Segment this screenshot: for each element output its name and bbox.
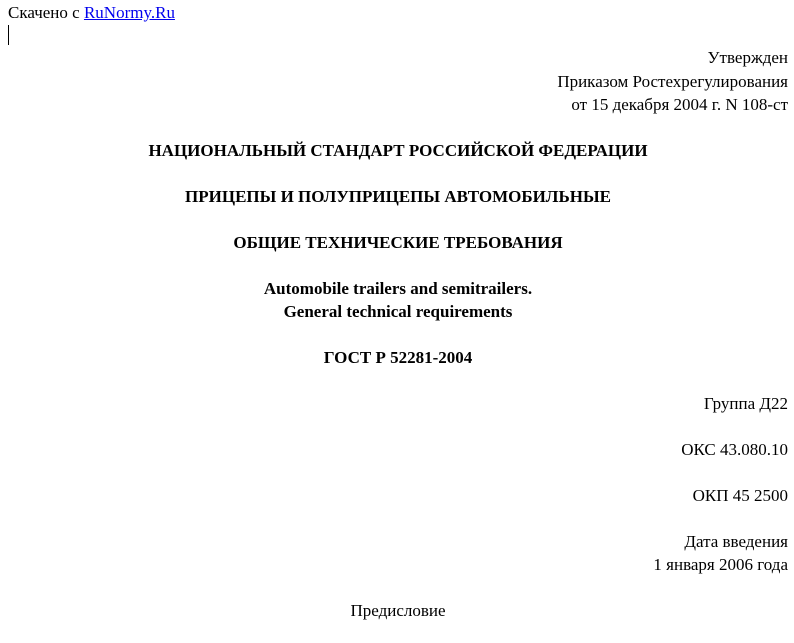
document-title: ПРИЦЕПЫ И ПОЛУПРИЦЕПЫ АВТОМОБИЛЬНЫЕ [185,187,611,206]
approval-line-1: Утвержден [707,48,788,67]
effective-date-label: Дата введения [684,532,788,551]
english-title-line-1: Automobile trailers and semitrailers. [263,279,533,298]
classification-oks: ОКС 43.080.10 [681,440,788,459]
approval-line-3: от 15 декабря 2004 г. N 108-ст [571,95,788,114]
national-standard-heading: НАЦИОНАЛЬНЫЙ СТАНДАРТ РОССИЙСКОЙ ФЕДЕРАЦИИ [148,141,648,160]
source-prefix: Скачено с [8,3,84,22]
source-link[interactable]: RuNormy.Ru [83,3,175,22]
effective-date-value: 1 января 2006 года [653,555,788,574]
text-cursor [8,25,9,45]
english-title-line-2: General technical requirements [283,302,513,321]
classification-okp: ОКП 45 2500 [692,486,788,505]
approval-line-2: Приказом Ростехрегулирования [557,72,788,91]
source-note [8,3,175,23]
gost-number: ГОСТ Р 52281-2004 [323,348,473,367]
foreword-heading: Предисловие [350,601,446,620]
classification-group: Группа Д22 [703,394,788,413]
document-subtitle: ОБЩИЕ ТЕХНИЧЕСКИЕ ТРЕБОВАНИЯ [233,233,563,252]
